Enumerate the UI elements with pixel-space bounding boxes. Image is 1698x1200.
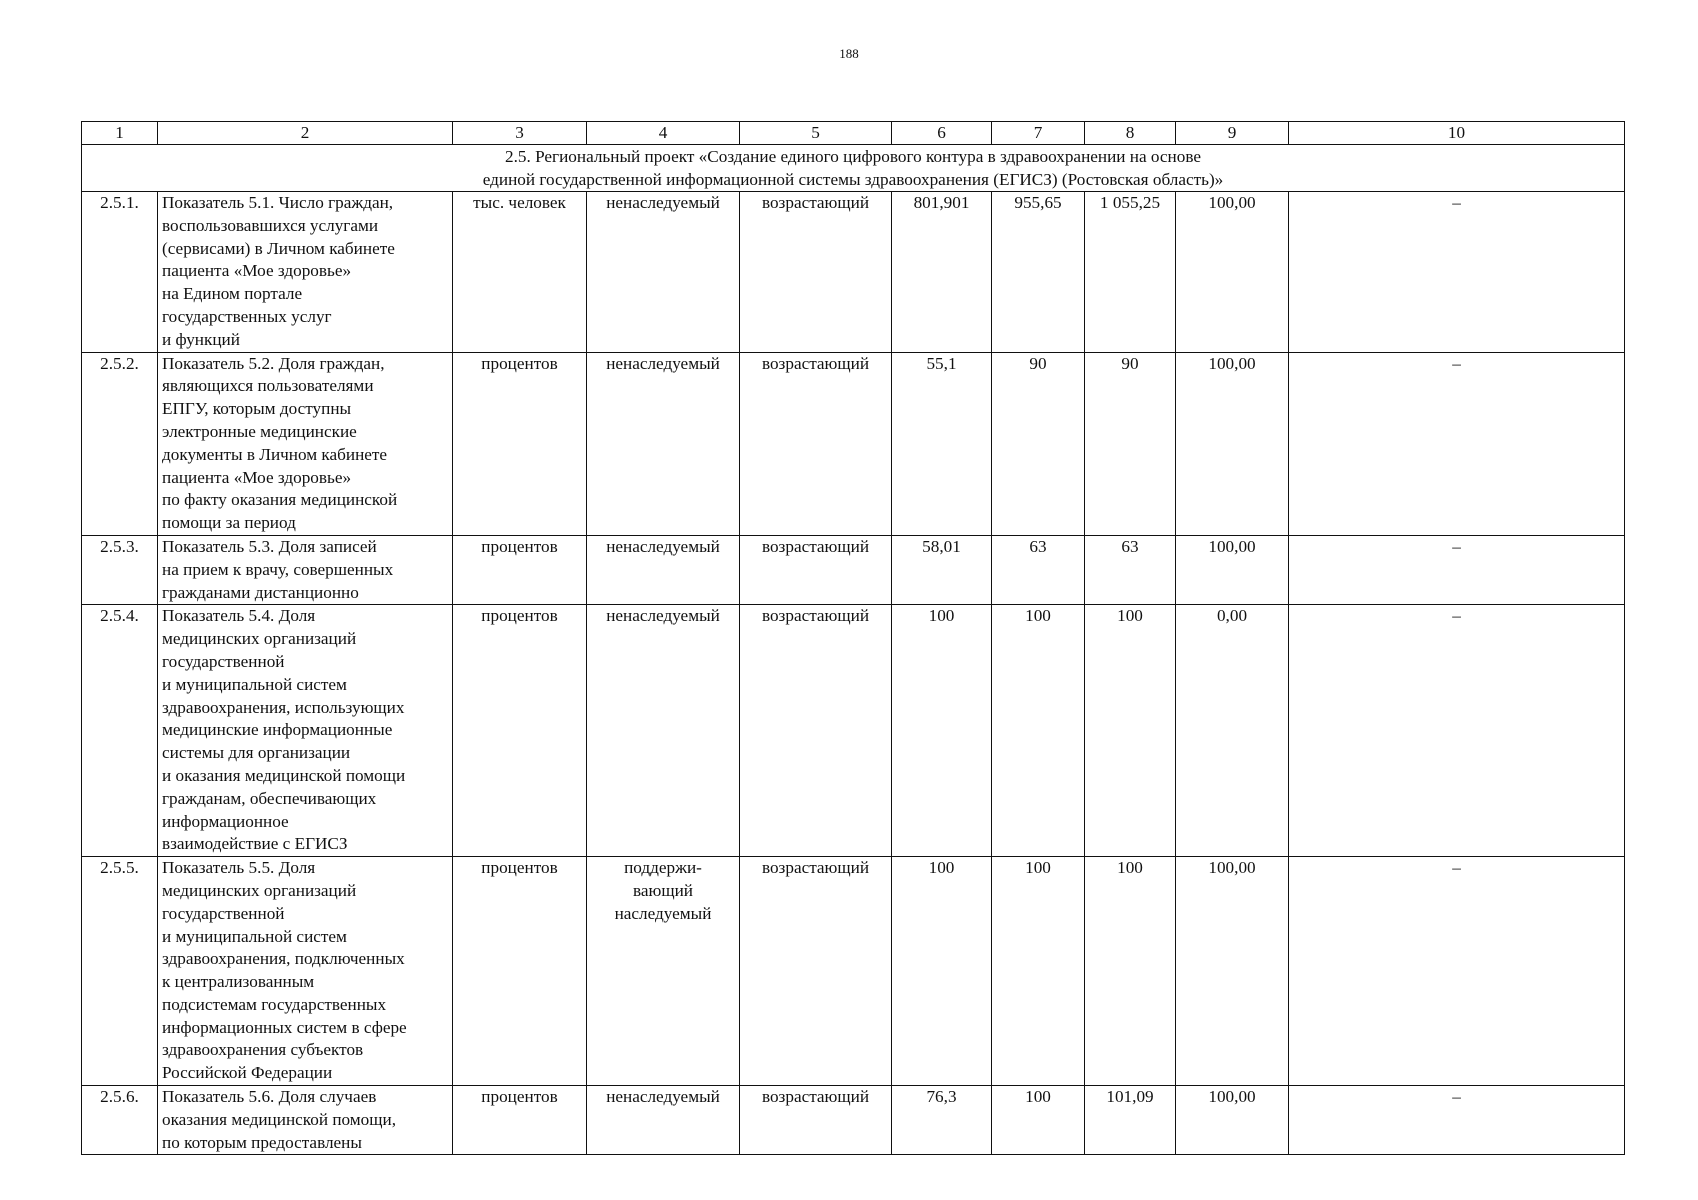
unit-of-measure: тыс. человек — [453, 192, 587, 353]
column-number: 8 — [1085, 122, 1176, 145]
indicator-direction: возрастающий — [740, 535, 892, 604]
value-col-6: 55,1 — [892, 352, 992, 535]
column-number: 4 — [587, 122, 740, 145]
indicator-type: ненаследуемый — [587, 192, 740, 353]
table-row — [82, 605, 1625, 857]
column-number: 5 — [740, 122, 892, 145]
column-number: 2 — [158, 122, 453, 145]
row-number: 2.5.1. — [82, 192, 158, 353]
value-col-6: 100 — [892, 857, 992, 1086]
unit-of-measure: процентов — [453, 605, 587, 857]
column-number: 7 — [992, 122, 1085, 145]
table-row — [82, 192, 1625, 353]
value-col-9: 100,00 — [1176, 352, 1289, 535]
column-number: 9 — [1176, 122, 1289, 145]
row-number: 2.5.2. — [82, 352, 158, 535]
indicator-type: ненаследуемый — [587, 352, 740, 535]
unit-of-measure: процентов — [453, 1086, 587, 1155]
unit-of-measure: процентов — [453, 857, 587, 1086]
indicators-table — [81, 121, 1625, 1155]
value-col-7: 100 — [992, 1086, 1085, 1155]
indicator-name: Показатель 5.4. Доля медицинских организаций государственной и муниципальной систем здравоохранения, использующих медицинские информационные системы для организации и оказания медицинской помощи гражданам, обеспечивающих информационное взаимодействие с ЕГИСЗ — [158, 605, 453, 857]
indicator-direction: возрастающий — [740, 352, 892, 535]
indicator-type: поддержи- вающий наследуемый — [587, 857, 740, 1086]
row-number: 2.5.4. — [82, 605, 158, 857]
indicator-direction: возрастающий — [740, 857, 892, 1086]
section-title-row — [82, 145, 1625, 192]
indicator-type: ненаследуемый — [587, 1086, 740, 1155]
page-number: 188 — [839, 46, 859, 61]
value-col-9: 100,00 — [1176, 192, 1289, 353]
value-col-8: 1 055,25 — [1085, 192, 1176, 353]
indicator-direction: возрастающий — [740, 1086, 892, 1155]
indicator-type: ненаследуемый — [587, 605, 740, 857]
table-row — [82, 1086, 1625, 1155]
indicator-name: Показатель 5.6. Доля случаев оказания медицинской помощи, по которым предоставлены — [158, 1086, 453, 1155]
indicator-name: Показатель 5.5. Доля медицинских организаций государственной и муниципальной систем здравоохранения, подключенных к централизованным подсистемам государственных информационных систем в сфере здравоохранения субъектов Российской Федерации — [158, 857, 453, 1086]
value-col-6: 100 — [892, 605, 992, 857]
unit-of-measure: процентов — [453, 352, 587, 535]
column-number: 10 — [1289, 122, 1625, 145]
value-col-8: 100 — [1085, 605, 1176, 857]
column-number: 1 — [82, 122, 158, 145]
row-number: 2.5.6. — [82, 1086, 158, 1155]
value-col-7: 63 — [992, 535, 1085, 604]
value-col-9: 100,00 — [1176, 1086, 1289, 1155]
value-col-6: 58,01 — [892, 535, 992, 604]
column-numbers-row — [82, 122, 1625, 145]
row-number: 2.5.5. — [82, 857, 158, 1086]
value-col-10: – — [1289, 352, 1625, 535]
value-col-10: – — [1289, 535, 1625, 604]
value-col-9: 0,00 — [1176, 605, 1289, 857]
value-col-8: 101,09 — [1085, 1086, 1176, 1155]
value-col-10: – — [1289, 1086, 1625, 1155]
table-row — [82, 535, 1625, 604]
value-col-9: 100,00 — [1176, 857, 1289, 1086]
value-col-8: 100 — [1085, 857, 1176, 1086]
indicator-direction: возрастающий — [740, 605, 892, 857]
indicator-name: Показатель 5.2. Доля граждан, являющихся пользователями ЕПГУ, которым доступны электронные медицинские документы в Личном кабинете пациента «Мое здоровье» по факту оказания медицинской помощи за период — [158, 352, 453, 535]
indicator-name: Показатель 5.1. Число граждан, воспользовавшихся услугами (сервисами) в Личном кабинете пациента «Мое здоровье» на Едином портале государственных услуг и функций — [158, 192, 453, 353]
value-col-10: – — [1289, 605, 1625, 857]
value-col-8: 63 — [1085, 535, 1176, 604]
indicator-name: Показатель 5.3. Доля записей на прием к врачу, совершенных гражданами дистанционно — [158, 535, 453, 604]
value-col-9: 100,00 — [1176, 535, 1289, 604]
value-col-8: 90 — [1085, 352, 1176, 535]
indicator-type: ненаследуемый — [587, 535, 740, 604]
value-col-7: 955,65 — [992, 192, 1085, 353]
column-number: 6 — [892, 122, 992, 145]
row-number: 2.5.3. — [82, 535, 158, 604]
column-number: 3 — [453, 122, 587, 145]
value-col-7: 100 — [992, 857, 1085, 1086]
section-title: 2.5. Региональный проект «Создание единого цифрового контура в здравоохранении на основе единой государственной информационной системы здравоохранения (ЕГИСЗ) (Ростовская область)» — [82, 145, 1625, 192]
table-row — [82, 352, 1625, 535]
value-col-7: 90 — [992, 352, 1085, 535]
value-col-6: 801,901 — [892, 192, 992, 353]
value-col-6: 76,3 — [892, 1086, 992, 1155]
unit-of-measure: процентов — [453, 535, 587, 604]
indicator-direction: возрастающий — [740, 192, 892, 353]
table-row — [82, 857, 1625, 1086]
value-col-7: 100 — [992, 605, 1085, 857]
value-col-10: – — [1289, 192, 1625, 353]
value-col-10: – — [1289, 857, 1625, 1086]
